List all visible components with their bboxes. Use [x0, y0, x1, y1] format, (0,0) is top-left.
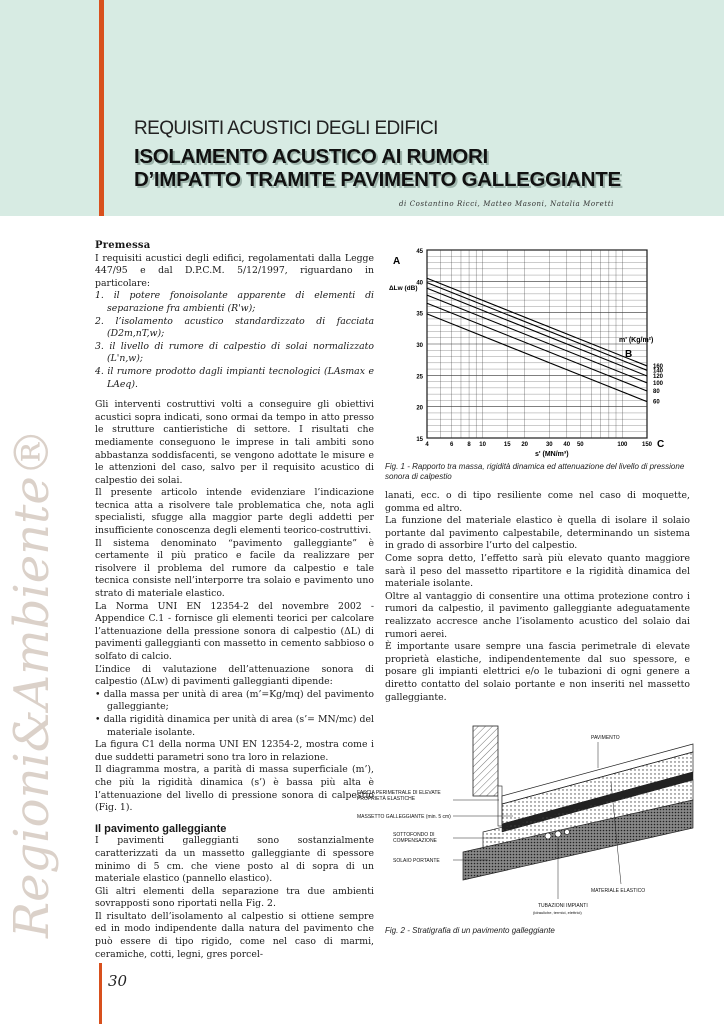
label-sottofondo-2: COMPENSAZIONE — [393, 838, 437, 844]
x-tick-label: 50 — [576, 442, 584, 448]
x-tick-label: 100 — [617, 442, 628, 448]
body-paragraph: Il presente articolo intende evidenziare l’indicazione tecnica atta a risolvere tale problematica che, nota agli specialisti, sfugge alla maggior parte degli addetti per insufficiente conoscenza degli elementi teorico-costruttivi. — [95, 487, 374, 537]
x-tick-label: 40 — [563, 442, 571, 448]
body-paragraph: La Norma UNI EN 12354-2 del novembre 2002 - Appendice C.1 - fornisce gli elementi teorici per calcolare l’attenuazione della pressione sonora di calpestio (ΔL) di pavimenti galleggianti con massetto in cemento sabbioso o solfato di calcio. — [95, 600, 374, 662]
body-paragraph: Oltre al vantaggio di consentire una ottima protezione contro i rumori da calpestio, il pavimento galleggiante adeguatamente realizzato accresce anche l’isolamento acustico del solaio dai rumori aerei. — [385, 590, 690, 640]
mass-value-label: 160 — [653, 363, 664, 370]
body-paragraph: I pavimenti galleggianti sono sostanzialmente caratterizzati da un massetto galleggiante di spessore minimo di 5 cm. che viene posto al di sopra di un materiale elastico (pannello elastico). — [95, 835, 374, 885]
y-tick-label: 30 — [416, 343, 423, 349]
x-tick-label: 8 — [467, 442, 471, 448]
point-label-b: B — [625, 349, 633, 360]
pipe — [565, 830, 570, 835]
magazine-watermark: Regioni&Ambiente® — [4, 428, 60, 938]
x-axis-label: s' (MN/m³) — [535, 451, 569, 458]
y-tick-label: 40 — [416, 280, 423, 287]
mass-value-label: 80 — [653, 389, 660, 395]
mass-value-label: 140 — [653, 368, 664, 375]
body-paragraph: Il diagramma mostra, a parità di massa superficiale (m’), che più la rigidità dinamica (s’) è bassa più alta è l’attenuazione del livello di pressione sonora di calpestio (Fig. 1). — [95, 764, 374, 814]
point-label-c: C — [657, 439, 665, 450]
label-tubazioni-1: TUBAZIONI IMPIANTI — [538, 903, 588, 909]
x-tick-label: 10 — [479, 442, 486, 448]
body-paragraph: Il sistema denominato “pavimento galleggiante” è certamente il più pratico e facile da realizzare per risolvere il problema del rumore da calpestio e tale tecnica consiste nell’interporre tra solaio e pavimento uno strato di materiale elastico. — [95, 537, 374, 600]
stratigraphy-svg — [353, 724, 696, 924]
x-tick-label: 4 — [425, 442, 429, 448]
figure-2-caption: Fig. 2 - Stratigrafia di un pavimento galleggiante — [385, 926, 555, 935]
mass-label: m' (Kg/m²) — [619, 337, 654, 344]
accent-bar-footer — [99, 963, 102, 1024]
body-paragraph: L’indice di valutazione dell’attenuazione sonora di calpestio (ΔLw) di pavimenti galleggianti dipende: — [95, 663, 374, 688]
body-paragraph: È importante usare sempre una fascia perimetrale di elevate proprietà elastiche, indipendentemente dal suo spessore, e posare gli impianti elettrici e/o le tubazioni di ogni genere a diretto contatto del solaio portante e non inseriti nel massetto galleggiante. — [385, 641, 690, 703]
label-pavimento: PAVIMENTO — [591, 735, 620, 741]
accent-bar — [99, 0, 104, 216]
series-line — [427, 278, 647, 366]
bullet-item: • dalla massa per unità di area (m’=Kg/mq) del pavimento galleggiante; — [95, 688, 374, 713]
x-tick-label: 15 — [503, 442, 511, 448]
label-materiale: MATERIALE ELASTICO — [591, 888, 646, 894]
label-fascia-2: PROPRIETÀ ELASTICHE — [357, 796, 416, 802]
mass-value-label: 120 — [653, 373, 664, 380]
pipe — [555, 831, 561, 837]
body-paragraph: Gli altri elementi della separazione tra due ambienti sovrapposti sono riportati nella Fig. 2. — [95, 885, 374, 910]
edge-strip — [498, 786, 502, 826]
list-item: 1. il potere fonoisolante apparente di elementi di separazione fra ambienti (R'w); — [95, 290, 374, 314]
section-kicker: REQUISITI ACUSTICI DEGLI EDIFICI — [134, 118, 438, 139]
label-tubazioni-2: (idrauliche, termici, elettrici) — [533, 910, 582, 915]
body-paragraph: Il risultato dell’isolamento al calpestio si ottiene sempre ed in modo indipendente dalla natura del pavimento che può essere di tipo rigido, come nel caso di marmi, ceramiche, cotti, legni, gres porcel- — [95, 910, 374, 960]
intro-paragraph: I requisiti acustici degli edifici, regolamentati dalla Legge 447/95 e dal D.P.C.M. 5/12/1997, riguardano in particolare: — [95, 252, 374, 289]
x-tick-label: 150 — [641, 442, 653, 448]
list-item: 4. il rumore prodotto dagli impianti tecnologici (LAsmax e LAeq). — [95, 365, 374, 390]
y-tick-label: 15 — [416, 437, 423, 443]
figure-1-chart — [385, 242, 691, 462]
body-paragraph: lanati, ecc. o di tipo resiliente come nel caso di moquette, gomma ed altro. — [385, 490, 690, 514]
list-item: 2. l’isolamento acustico standardizzato di facciata (D2m,nT,w); — [95, 315, 374, 340]
series-line — [427, 295, 647, 383]
page-number: 30 — [108, 972, 128, 990]
wall — [473, 726, 498, 796]
list-item: 3. il livello di rumore di calpestio di solai normalizzato (L'n,w); — [95, 340, 374, 365]
label-massetto: MASSETTO GALLEGGIANTE (min. 5 cm) — [357, 814, 451, 820]
label-solaio: SOLAIO PORTANTE — [393, 858, 440, 864]
series-line — [427, 314, 647, 402]
article-title-line-2: D’IMPATTO TRAMITE PAVIMENTO GALLEGGIANTE — [134, 168, 621, 191]
mass-value-label: 60 — [653, 399, 660, 406]
article-authors: di Costantino Ricci, Matteo Masoni, Natalia Moretti — [398, 200, 614, 208]
label-fascia-1: FASCIA PERIMETRALE DI ELEVATE — [357, 790, 441, 796]
article-title-line-1: ISOLAMENTO ACUSTICO AI RUMORI — [134, 145, 488, 168]
x-tick-label: 6 — [449, 442, 454, 448]
y-tick-label: 35 — [416, 311, 423, 318]
pipe — [545, 833, 551, 839]
figure-1-caption: Fig. 1 - Rapporto tra massa, rigidità dinamica ed attenuazione del livello di pressione sonora di calpestio — [385, 462, 685, 481]
body-paragraph: La funzione del materiale elastico è quella di isolare il solaio portante dal pavimento calpestabile, determinando un sistema in grado di assorbire l’urto del calpestio. — [385, 515, 690, 552]
body-paragraph: Gli interventi costruttivi volti a conseguire gli obiettivi acustici sopra indicati, sono ormai da tempo in atto presso le strutture cantieristiche di settore. I risultati che mediamente conseguono le imprese in tali ambiti sono abbastanza soddisfacenti, se vengono adottate le misure e le attenzioni del caso, salvo per il requisito acustico di calpestio dei solai. — [95, 399, 374, 486]
left-column — [95, 240, 374, 961]
premessa-heading: Premessa — [95, 240, 151, 251]
right-column — [385, 490, 690, 704]
body-paragraph: La figura C1 della norma UNI EN 12354-2, mostra come i due suddetti parametri sono tra loro in relazione. — [95, 739, 374, 763]
y-tick-label: 45 — [416, 249, 423, 255]
x-tick-label: 30 — [545, 442, 553, 448]
chart-svg — [385, 242, 691, 462]
label-sottofondo-1: SOTTOFONDO DI — [393, 832, 435, 838]
y-tick-label: 20 — [416, 405, 423, 412]
point-label-a: A — [393, 256, 401, 267]
mass-value-label: 100 — [653, 380, 664, 387]
y-axis-label: ΔLw (dB) — [389, 285, 418, 292]
body-paragraph: Come sopra detto, l’effetto sarà più elevato quanto maggiore sarà il peso del massetto ripartitore e la rigidità dinamica del materiale isolante. — [385, 552, 690, 590]
series-line — [427, 303, 647, 391]
y-tick-label: 25 — [416, 374, 423, 381]
section-heading: Il pavimento galleggiante — [95, 822, 227, 835]
series-line — [427, 283, 647, 371]
x-tick-label: 20 — [521, 442, 529, 448]
bullet-item: • dalla rigidità dinamica per unità di area (s’= MN/mc) del materiale isolante. — [95, 713, 374, 738]
figure-2-diagram — [353, 724, 696, 924]
